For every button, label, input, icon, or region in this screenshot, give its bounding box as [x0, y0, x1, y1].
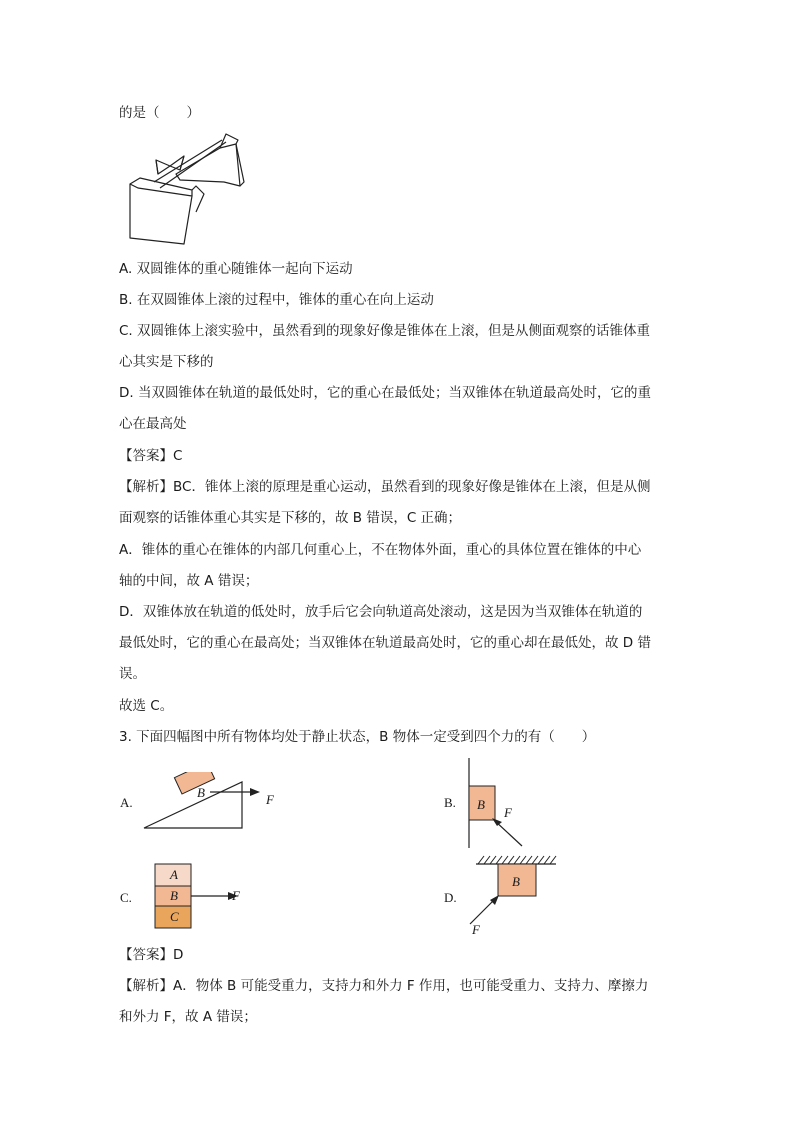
q3-analysis-line-2: 和外力 F，故 A 错误；: [119, 1009, 257, 1025]
figure-b-label: B.: [444, 795, 456, 810]
figure-b-wall: [464, 756, 534, 852]
figure-b-block-label: B: [477, 797, 485, 812]
figure-a-force-label: F: [266, 792, 274, 807]
figure-d-block-label: B: [512, 874, 520, 889]
answer-q2: 【答案】C: [119, 448, 183, 464]
analysis-line-4: 轴的中间，故 A 错误；: [119, 573, 259, 589]
figure-b-force-label: F: [504, 805, 512, 820]
analysis-line-7: 误。: [119, 666, 146, 682]
figure-c-block-a: A: [170, 867, 178, 882]
double-cone-figure: [126, 130, 248, 246]
figure-d-label: D.: [444, 890, 457, 905]
analysis-line-5: D．双锥体放在轨道的低处时，放手后它会向轨道高处滚动，这是因为当双锥体在轨道的: [119, 604, 643, 620]
figure-d-force-label: F: [472, 922, 480, 937]
analysis-line-2: 面观察的话锥体重心其实是下移的，故 B 错误，C 正确；: [119, 510, 462, 526]
analysis-line-1: 【解析】BC．锥体上滚的原理是重心运动，虽然看到的现象好像是锥体在上滚，但是从侧: [119, 479, 651, 495]
figure-c-block-c: C: [170, 909, 179, 924]
option-d-cont: 心在最高处: [119, 416, 187, 432]
option-c-cont: 心其实是下移的: [119, 354, 214, 370]
option-d: D. 当双圆锥体在轨道的最低处时，它的重心在最低处；当双锥体在轨道最高处时，它的重: [119, 385, 651, 401]
figure-c-block-b: B: [170, 888, 178, 903]
analysis-line-6: 最低处时，它的重心在最高处；当双锥体在轨道最高处时，它的重心却在最低处，故 D 错: [119, 635, 651, 651]
analysis-line-3: A．锥体的重心在锥体的内部几何重心上，不在物体外面，重心的具体位置在锥体的中心: [119, 542, 642, 558]
figure-a-block-label: B: [197, 785, 205, 800]
q3-analysis-line-1: 【解析】A．物体 B 可能受重力，支持力和外力 F 作用，也可能受重力、支持力、摩擦力: [119, 978, 649, 994]
option-b: B. 在双圆锥体上滚的过程中，锥体的重心在向上运动: [119, 292, 434, 308]
question-3-stem: 3. 下面四幅图中所有物体均处于静止状态，B 物体一定受到四个力的有（ ）: [119, 729, 596, 745]
figure-c-label: C.: [120, 890, 132, 905]
option-c: C. 双圆锥体上滚实验中，虽然看到的现象好像是锥体在上滚，但是从侧面观察的话锥体重: [119, 323, 651, 339]
option-a: A. 双圆锥体的重心随锥体一起向下运动: [119, 261, 353, 277]
analysis-line-8: 故选 C。: [119, 698, 174, 714]
figure-c-force-label: F: [232, 888, 240, 903]
figure-a-label: A.: [120, 795, 133, 810]
figure-d-ceiling: [462, 852, 562, 932]
answer-q3: 【答案】D: [119, 947, 184, 963]
question-stem-tail: 的是（ ）: [119, 105, 200, 121]
